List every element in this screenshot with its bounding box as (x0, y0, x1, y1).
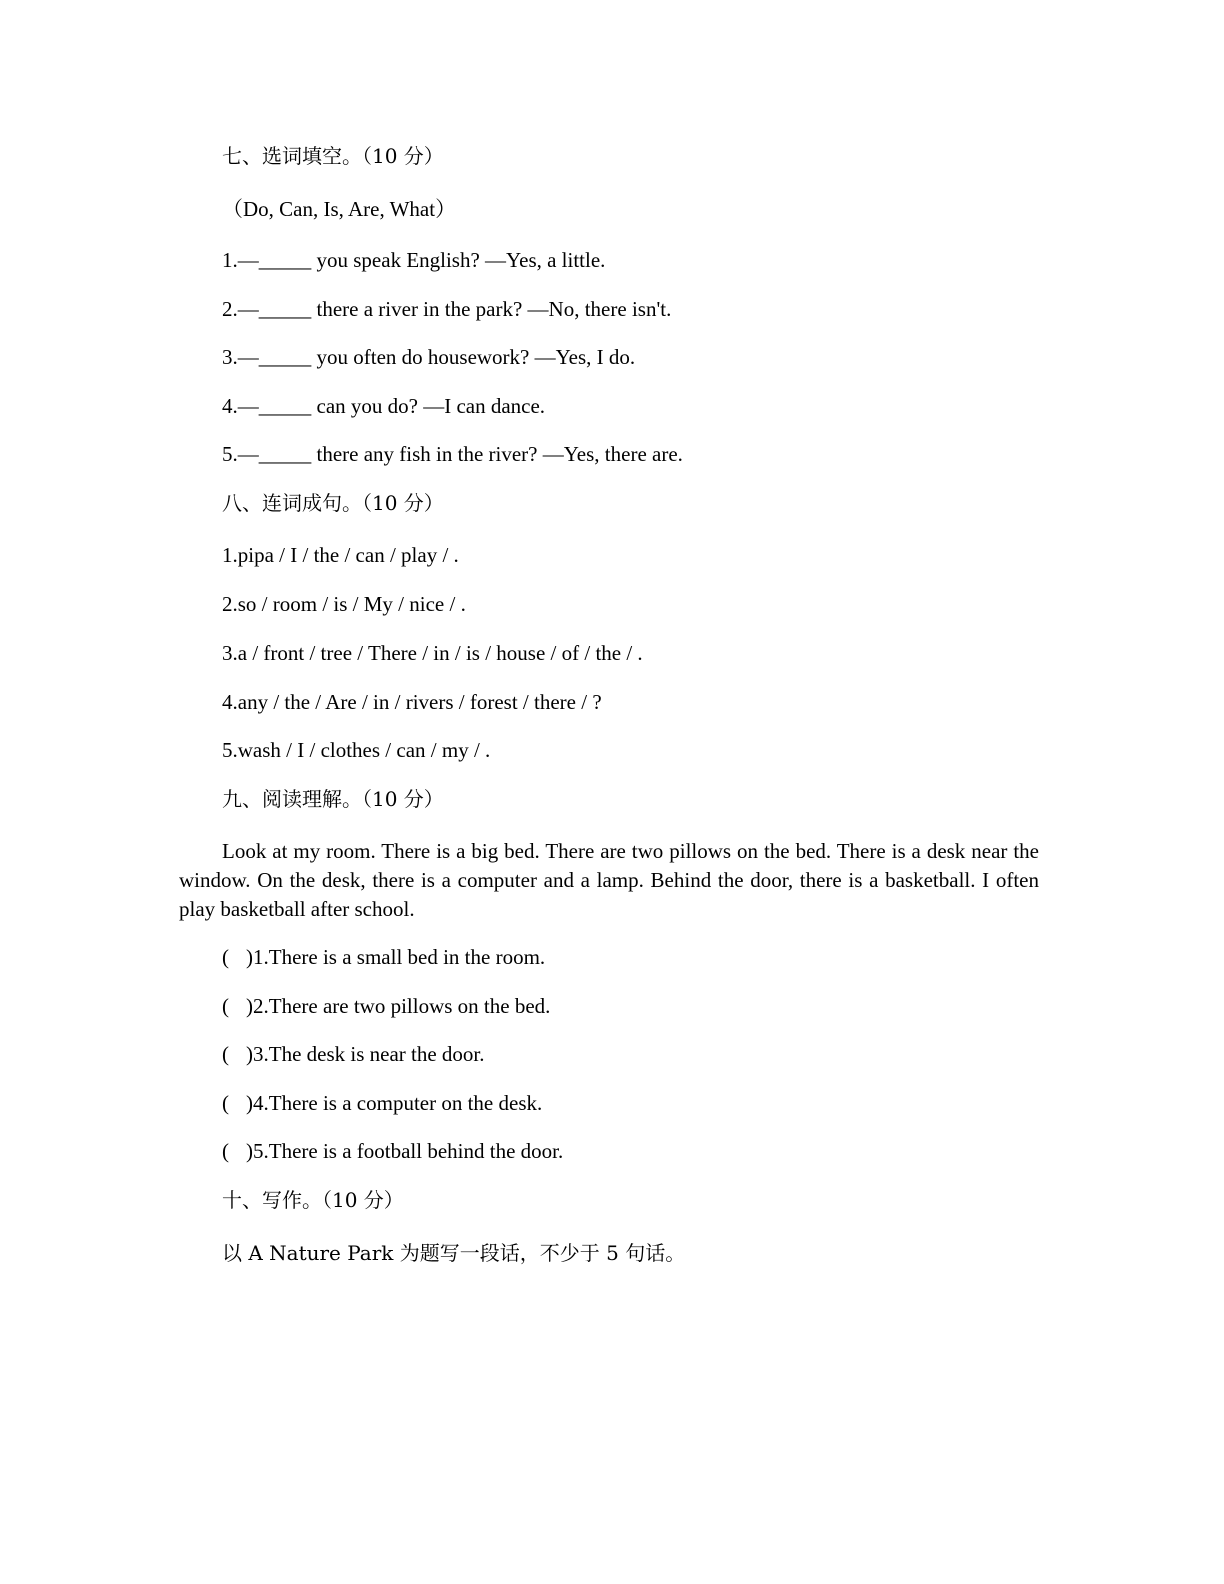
sentence-order-item: 2.so / room / is / My / nice / . (222, 592, 466, 616)
answer-paren: ( (222, 994, 229, 1018)
true-false-item (222, 1044, 485, 1065)
answer-paren: ( (222, 1139, 229, 1163)
section-10-heading: 十、写作。（10 分） (222, 1188, 404, 1212)
sentence-order-item: 4.any / the / Are / in / rivers / forest / there / ? (222, 690, 602, 714)
true-false-statement: )2.There are two pillows on the bed. (246, 994, 551, 1018)
section-7-heading: 七、选词填空。（10 分） (222, 144, 444, 168)
fill-blank-item: 3.—_____ you often do housework? —Yes, I do. (222, 345, 636, 369)
true-false-item (222, 1093, 542, 1114)
answer-paren: ( (222, 1091, 229, 1115)
true-false-statement: )1.There is a small bed in the room. (246, 945, 546, 969)
section-8-heading: 八、连词成句。（10 分） (222, 491, 444, 515)
sentence-order-item: 3.a / front / tree / There / in / is / house / of / the / . (222, 641, 643, 665)
answer-paren: ( (222, 945, 229, 969)
fill-blank-item: 4.—_____ can you do? —I can dance. (222, 394, 546, 418)
fill-blank-item: 5.—_____ there any fish in the river? —Yes, there are. (222, 442, 683, 466)
section-9-heading: 九、阅读理解。（10 分） (222, 787, 444, 811)
sentence-order-item: 5.wash / I / clothes / can / my / . (222, 738, 491, 762)
reading-passage: Look at my room. There is a big bed. There are two pillows on the bed. There is a desk near the window. On the desk, there is a computer and a lamp. Behind the door, there is a basketball. I often play basketball after school. (179, 839, 1039, 921)
answer-paren: ( (222, 1042, 229, 1066)
true-false-statement: )3.The desk is near the door. (246, 1042, 485, 1066)
fill-blank-item: 2.—_____ there a river in the park? —No, there isn't. (222, 297, 672, 321)
true-false-statement: )4.There is a computer on the desk. (246, 1091, 543, 1115)
true-false-statement: )5.There is a football behind the door. (246, 1139, 564, 1163)
true-false-item (222, 1141, 563, 1162)
writing-prompt: 以 A Nature Park 为题写一段话，不少于 5 句话。 (222, 1241, 686, 1265)
true-false-item (222, 996, 550, 1017)
word-bank: （Do, Can, Is, Are, What） (222, 197, 457, 221)
sentence-order-item: 1.pipa / I / the / can / play / . (222, 543, 459, 567)
true-false-item (222, 947, 545, 968)
fill-blank-item: 1.—_____ you speak English? —Yes, a little. (222, 248, 606, 272)
